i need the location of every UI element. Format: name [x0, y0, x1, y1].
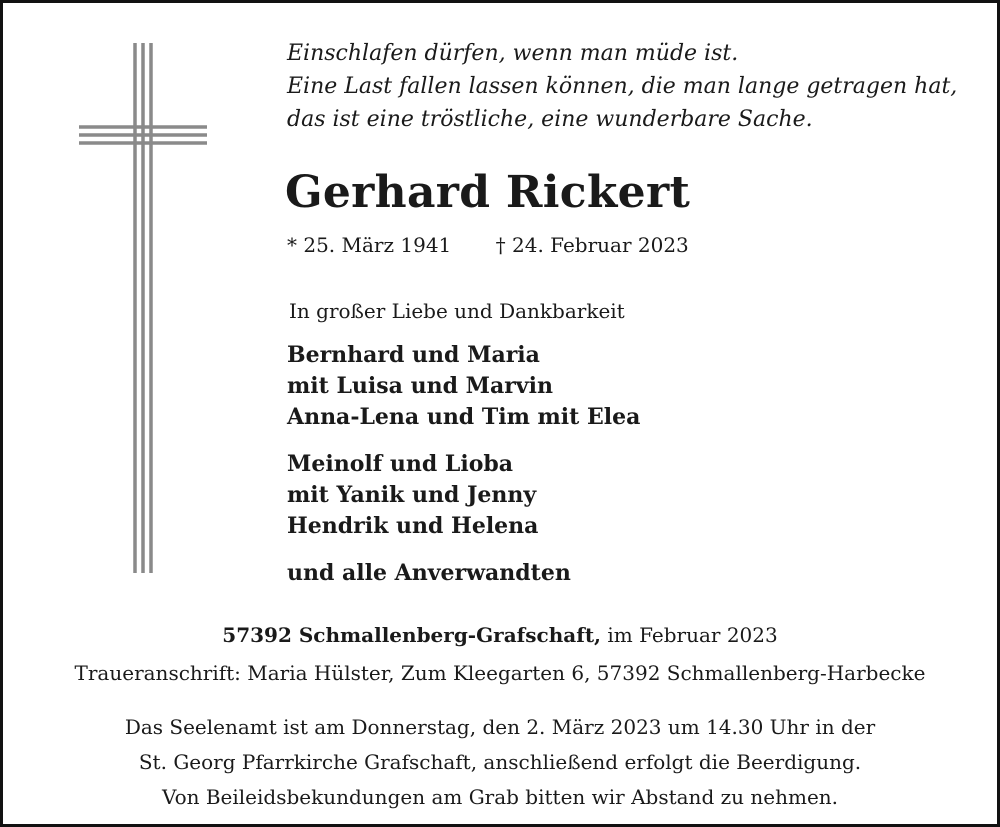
service-line: Das Seelenamt ist am Donnerstag, den 2. März 2023 um 14.30 Uhr in der: [124, 715, 876, 739]
family-line: Meinolf und Lioba: [287, 451, 514, 477]
family-line: mit Yanik und Jenny: [287, 482, 537, 508]
place-city: 57392 Schmallenberg-Grafschaft,: [222, 623, 602, 647]
family-line: Bernhard und Maria: [287, 342, 540, 368]
family-line: mit Luisa und Marvin: [287, 373, 553, 399]
poem: [287, 37, 957, 136]
family-line: und alle Anverwandten: [287, 560, 571, 586]
birth-date: * 25. März 1941: [287, 233, 452, 257]
poem-line: Einschlafen dürfen, wenn man müde ist.: [287, 41, 739, 66]
service-line: St. Georg Pfarrkirche Grafschaft, anschließend erfolgt die Beerdigung.: [138, 750, 862, 774]
latin-cross-icon: [79, 43, 207, 573]
poem-line: das ist eine tröstliche, eine wunderbare Sache.: [287, 107, 813, 132]
place-and-date: [3, 623, 997, 647]
family-line: Anna-Lena und Tim mit Elea: [287, 404, 641, 430]
dedication: In großer Liebe und Dankbarkeit: [289, 299, 625, 323]
service-line: Von Beileidsbekundungen am Grab bitten wir Abstand zu nehmen.: [161, 785, 839, 809]
family-group: [287, 558, 571, 589]
place-date: im Februar 2023: [601, 623, 778, 647]
poem-line: Eine Last fallen lassen können, die man lange getragen hat,: [287, 74, 958, 99]
service-info: [3, 710, 997, 815]
deceased-name: Gerhard Rickert: [285, 167, 691, 218]
family-group: [287, 340, 640, 433]
mourning-address: Traueranschrift: Maria Hülster, Zum Kleegarten 6, 57392 Schmallenberg-Harbecke: [74, 661, 926, 685]
death-date: † 24. Februar 2023: [495, 233, 689, 257]
family-line: Hendrik und Helena: [287, 513, 539, 539]
family-group: [287, 449, 538, 542]
life-dates: [287, 233, 689, 257]
